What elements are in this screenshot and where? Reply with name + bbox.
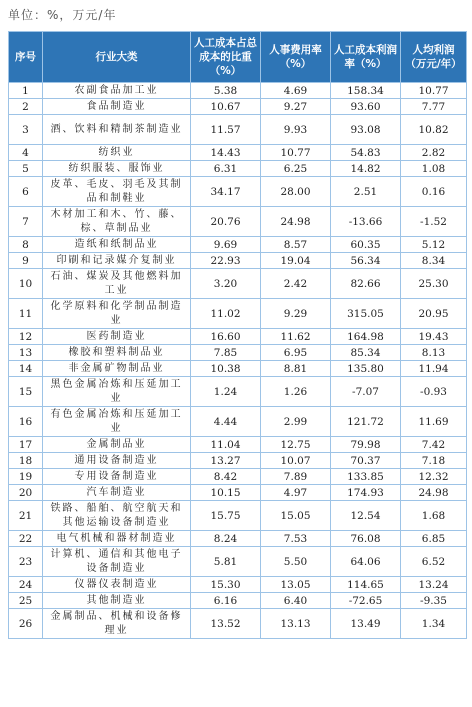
row-index-cell: 22 [9,531,43,547]
personnel-expense-rate-cell: 19.04 [261,253,331,269]
personnel-expense-rate-cell: 28.00 [261,177,331,207]
personnel-expense-rate-cell: 11.62 [261,329,331,345]
personnel-expense-rate-cell: 10.77 [261,145,331,161]
table-row [9,547,467,577]
per-capita-profit-cell: 13.24 [401,577,467,593]
row-index-cell: 3 [9,115,43,145]
row-index-cell: 11 [9,299,43,329]
per-capita-profit-cell: -1.52 [401,207,467,237]
labor-cost-share-cell: 15.30 [191,577,261,593]
table-row [9,377,467,407]
industry-name-cell: 皮革、毛皮、羽毛及其制品和制鞋业 [43,177,191,207]
industry-name-cell: 金属制品、机械和设备修理业 [43,609,191,639]
row-index-cell: 25 [9,593,43,609]
row-index-cell: 13 [9,345,43,361]
row-index-cell: 10 [9,269,43,299]
row-index-cell: 18 [9,453,43,469]
per-capita-profit-cell: 5.12 [401,237,467,253]
labor-cost-share-cell: 13.52 [191,609,261,639]
table-row [9,531,467,547]
labor-cost-share-cell: 5.81 [191,547,261,577]
table-row [9,329,467,345]
header-labor-cost-share: 人工成本占总成本的比重（%） [191,32,261,83]
personnel-expense-rate-cell: 8.57 [261,237,331,253]
personnel-expense-rate-cell: 2.99 [261,407,331,437]
labor-cost-profit-rate-cell: 121.72 [331,407,401,437]
personnel-expense-rate-cell: 7.53 [261,531,331,547]
labor-cost-profit-rate-cell: -72.65 [331,593,401,609]
industry-name-cell: 纺织服装、服饰业 [43,161,191,177]
labor-cost-profit-rate-cell: 76.08 [331,531,401,547]
table-row [9,501,467,531]
industry-name-cell: 汽车制造业 [43,485,191,501]
table-row [9,577,467,593]
table-header-row [9,32,467,83]
personnel-expense-rate-cell: 24.98 [261,207,331,237]
industry-name-cell: 食品制造业 [43,99,191,115]
personnel-expense-rate-cell: 15.05 [261,501,331,531]
labor-cost-profit-rate-cell: 133.85 [331,469,401,485]
labor-cost-share-cell: 34.17 [191,177,261,207]
row-index-cell: 5 [9,161,43,177]
industry-name-cell: 印刷和记录媒介复制业 [43,253,191,269]
labor-cost-profit-rate-cell: 315.05 [331,299,401,329]
table-row [9,145,467,161]
industry-name-cell: 医药制造业 [43,329,191,345]
labor-cost-share-cell: 10.38 [191,361,261,377]
industry-name-cell: 通用设备制造业 [43,453,191,469]
table-row [9,437,467,453]
table-row [9,453,467,469]
table-body [9,83,467,639]
labor-cost-share-cell: 6.31 [191,161,261,177]
personnel-expense-rate-cell: 12.75 [261,437,331,453]
row-index-cell: 4 [9,145,43,161]
labor-cost-profit-rate-cell: 174.93 [331,485,401,501]
per-capita-profit-cell: -0.93 [401,377,467,407]
labor-cost-profit-rate-cell: 93.60 [331,99,401,115]
industry-name-cell: 橡胶和塑料制品业 [43,345,191,361]
industry-name-cell: 造纸和纸制品业 [43,237,191,253]
industry-name-cell: 其他制造业 [43,593,191,609]
labor-cost-profit-rate-cell: 14.82 [331,161,401,177]
industry-name-cell: 计算机、通信和其他电子设备制造业 [43,547,191,577]
per-capita-profit-cell: 7.77 [401,99,467,115]
per-capita-profit-cell: -9.35 [401,593,467,609]
personnel-expense-rate-cell: 8.81 [261,361,331,377]
personnel-expense-rate-cell: 5.50 [261,547,331,577]
table-row [9,207,467,237]
per-capita-profit-cell: 1.68 [401,501,467,531]
labor-cost-share-cell: 14.43 [191,145,261,161]
labor-cost-share-cell: 6.16 [191,593,261,609]
labor-cost-profit-rate-cell: 164.98 [331,329,401,345]
industry-name-cell: 铁路、船舶、航空航天和其他运输设备制造业 [43,501,191,531]
row-index-cell: 23 [9,547,43,577]
labor-cost-profit-rate-cell: 82.66 [331,269,401,299]
personnel-expense-rate-cell: 4.97 [261,485,331,501]
labor-cost-share-cell: 8.42 [191,469,261,485]
personnel-expense-rate-cell: 9.93 [261,115,331,145]
industry-name-cell: 金属制品业 [43,437,191,453]
row-index-cell: 16 [9,407,43,437]
table-row [9,237,467,253]
header-personnel-expense-rate: 人事费用率（%） [261,32,331,83]
labor-cost-profit-rate-cell: 114.65 [331,577,401,593]
labor-cost-share-cell: 10.67 [191,99,261,115]
personnel-expense-rate-cell: 9.29 [261,299,331,329]
labor-cost-share-cell: 8.24 [191,531,261,547]
industry-name-cell: 有色金属冶炼和压延加工业 [43,407,191,437]
table-row [9,83,467,99]
row-index-cell: 15 [9,377,43,407]
labor-cost-profit-rate-cell: 56.34 [331,253,401,269]
personnel-expense-rate-cell: 6.95 [261,345,331,361]
per-capita-profit-cell: 24.98 [401,485,467,501]
header-per-capita-profit: 人均利润（万元/年） [401,32,467,83]
table-row [9,161,467,177]
industry-name-cell: 非金属矿物制品业 [43,361,191,377]
industry-name-cell: 酒、饮料和精制茶制造业 [43,115,191,145]
labor-cost-share-cell: 4.44 [191,407,261,437]
table-row [9,115,467,145]
row-index-cell: 21 [9,501,43,531]
labor-cost-share-cell: 20.76 [191,207,261,237]
personnel-expense-rate-cell: 2.42 [261,269,331,299]
table-row [9,99,467,115]
per-capita-profit-cell: 1.34 [401,609,467,639]
labor-cost-profit-rate-cell: 135.80 [331,361,401,377]
unit-label: 单位：%，万元/年 [8,8,117,22]
industry-name-cell: 专用设备制造业 [43,469,191,485]
row-index-cell: 12 [9,329,43,345]
labor-cost-share-cell: 16.60 [191,329,261,345]
labor-cost-share-cell: 10.15 [191,485,261,501]
row-index-cell: 14 [9,361,43,377]
table-row [9,469,467,485]
labor-cost-share-cell: 11.57 [191,115,261,145]
per-capita-profit-cell: 0.16 [401,177,467,207]
header-index: 序号 [9,32,43,83]
personnel-expense-rate-cell: 6.40 [261,593,331,609]
labor-cost-profit-rate-cell: 158.34 [331,83,401,99]
labor-cost-profit-rate-cell: 93.08 [331,115,401,145]
labor-cost-profit-rate-cell: 12.54 [331,501,401,531]
per-capita-profit-cell: 11.94 [401,361,467,377]
labor-cost-profit-rate-cell: 2.51 [331,177,401,207]
industry-name-cell: 化学原料和化学制品制造业 [43,299,191,329]
per-capita-profit-cell: 6.52 [401,547,467,577]
labor-cost-share-cell: 11.02 [191,299,261,329]
personnel-expense-rate-cell: 1.26 [261,377,331,407]
table-row [9,177,467,207]
table-row [9,593,467,609]
row-index-cell: 24 [9,577,43,593]
labor-cost-share-cell: 9.69 [191,237,261,253]
table-row [9,253,467,269]
row-index-cell: 8 [9,237,43,253]
table-row [9,485,467,501]
industry-name-cell: 石油、煤炭及其他燃料加工业 [43,269,191,299]
labor-cost-profit-rate-cell: 54.83 [331,145,401,161]
per-capita-profit-cell: 6.85 [401,531,467,547]
labor-cost-share-cell: 3.20 [191,269,261,299]
row-index-cell: 1 [9,83,43,99]
labor-cost-share-cell: 13.27 [191,453,261,469]
table-row [9,299,467,329]
labor-cost-share-cell: 15.75 [191,501,261,531]
industry-name-cell: 仪器仪表制造业 [43,577,191,593]
labor-cost-profit-rate-cell: -7.07 [331,377,401,407]
row-index-cell: 19 [9,469,43,485]
personnel-expense-rate-cell: 6.25 [261,161,331,177]
table-row [9,609,467,639]
row-index-cell: 17 [9,437,43,453]
header-industry: 行业大类 [43,32,191,83]
per-capita-profit-cell: 7.18 [401,453,467,469]
table-row [9,345,467,361]
per-capita-profit-cell: 7.42 [401,437,467,453]
row-index-cell: 6 [9,177,43,207]
per-capita-profit-cell: 8.13 [401,345,467,361]
header-labor-cost-profit-rate: 人工成本利润率（%） [331,32,401,83]
personnel-expense-rate-cell: 9.27 [261,99,331,115]
per-capita-profit-cell: 11.69 [401,407,467,437]
personnel-expense-rate-cell: 4.69 [261,83,331,99]
labor-cost-share-cell: 22.93 [191,253,261,269]
labor-cost-profit-rate-cell: 60.35 [331,237,401,253]
per-capita-profit-cell: 19.43 [401,329,467,345]
labor-cost-profit-rate-cell: 70.37 [331,453,401,469]
row-index-cell: 7 [9,207,43,237]
industry-name-cell: 木材加工和木、竹、藤、棕、草制品业 [43,207,191,237]
per-capita-profit-cell: 10.77 [401,83,467,99]
row-index-cell: 2 [9,99,43,115]
per-capita-profit-cell: 8.34 [401,253,467,269]
per-capita-profit-cell: 10.82 [401,115,467,145]
labor-cost-profit-rate-cell: 64.06 [331,547,401,577]
per-capita-profit-cell: 2.82 [401,145,467,161]
personnel-expense-rate-cell: 7.89 [261,469,331,485]
labor-cost-profit-rate-cell: 13.49 [331,609,401,639]
labor-cost-profit-rate-cell: -13.66 [331,207,401,237]
industry-cost-table [8,31,467,639]
per-capita-profit-cell: 12.32 [401,469,467,485]
industry-name-cell: 农副食品加工业 [43,83,191,99]
row-index-cell: 9 [9,253,43,269]
personnel-expense-rate-cell: 13.13 [261,609,331,639]
table-row [9,361,467,377]
industry-name-cell: 黑色金属冶炼和压延加工业 [43,377,191,407]
row-index-cell: 26 [9,609,43,639]
labor-cost-profit-rate-cell: 85.34 [331,345,401,361]
per-capita-profit-cell: 1.08 [401,161,467,177]
industry-name-cell: 纺织业 [43,145,191,161]
labor-cost-profit-rate-cell: 79.98 [331,437,401,453]
labor-cost-share-cell: 5.38 [191,83,261,99]
personnel-expense-rate-cell: 13.05 [261,577,331,593]
per-capita-profit-cell: 25.30 [401,269,467,299]
table-row [9,407,467,437]
labor-cost-share-cell: 1.24 [191,377,261,407]
labor-cost-share-cell: 11.04 [191,437,261,453]
industry-name-cell: 电气机械和器材制造业 [43,531,191,547]
table-row [9,269,467,299]
personnel-expense-rate-cell: 10.07 [261,453,331,469]
labor-cost-share-cell: 7.85 [191,345,261,361]
row-index-cell: 20 [9,485,43,501]
per-capita-profit-cell: 20.95 [401,299,467,329]
